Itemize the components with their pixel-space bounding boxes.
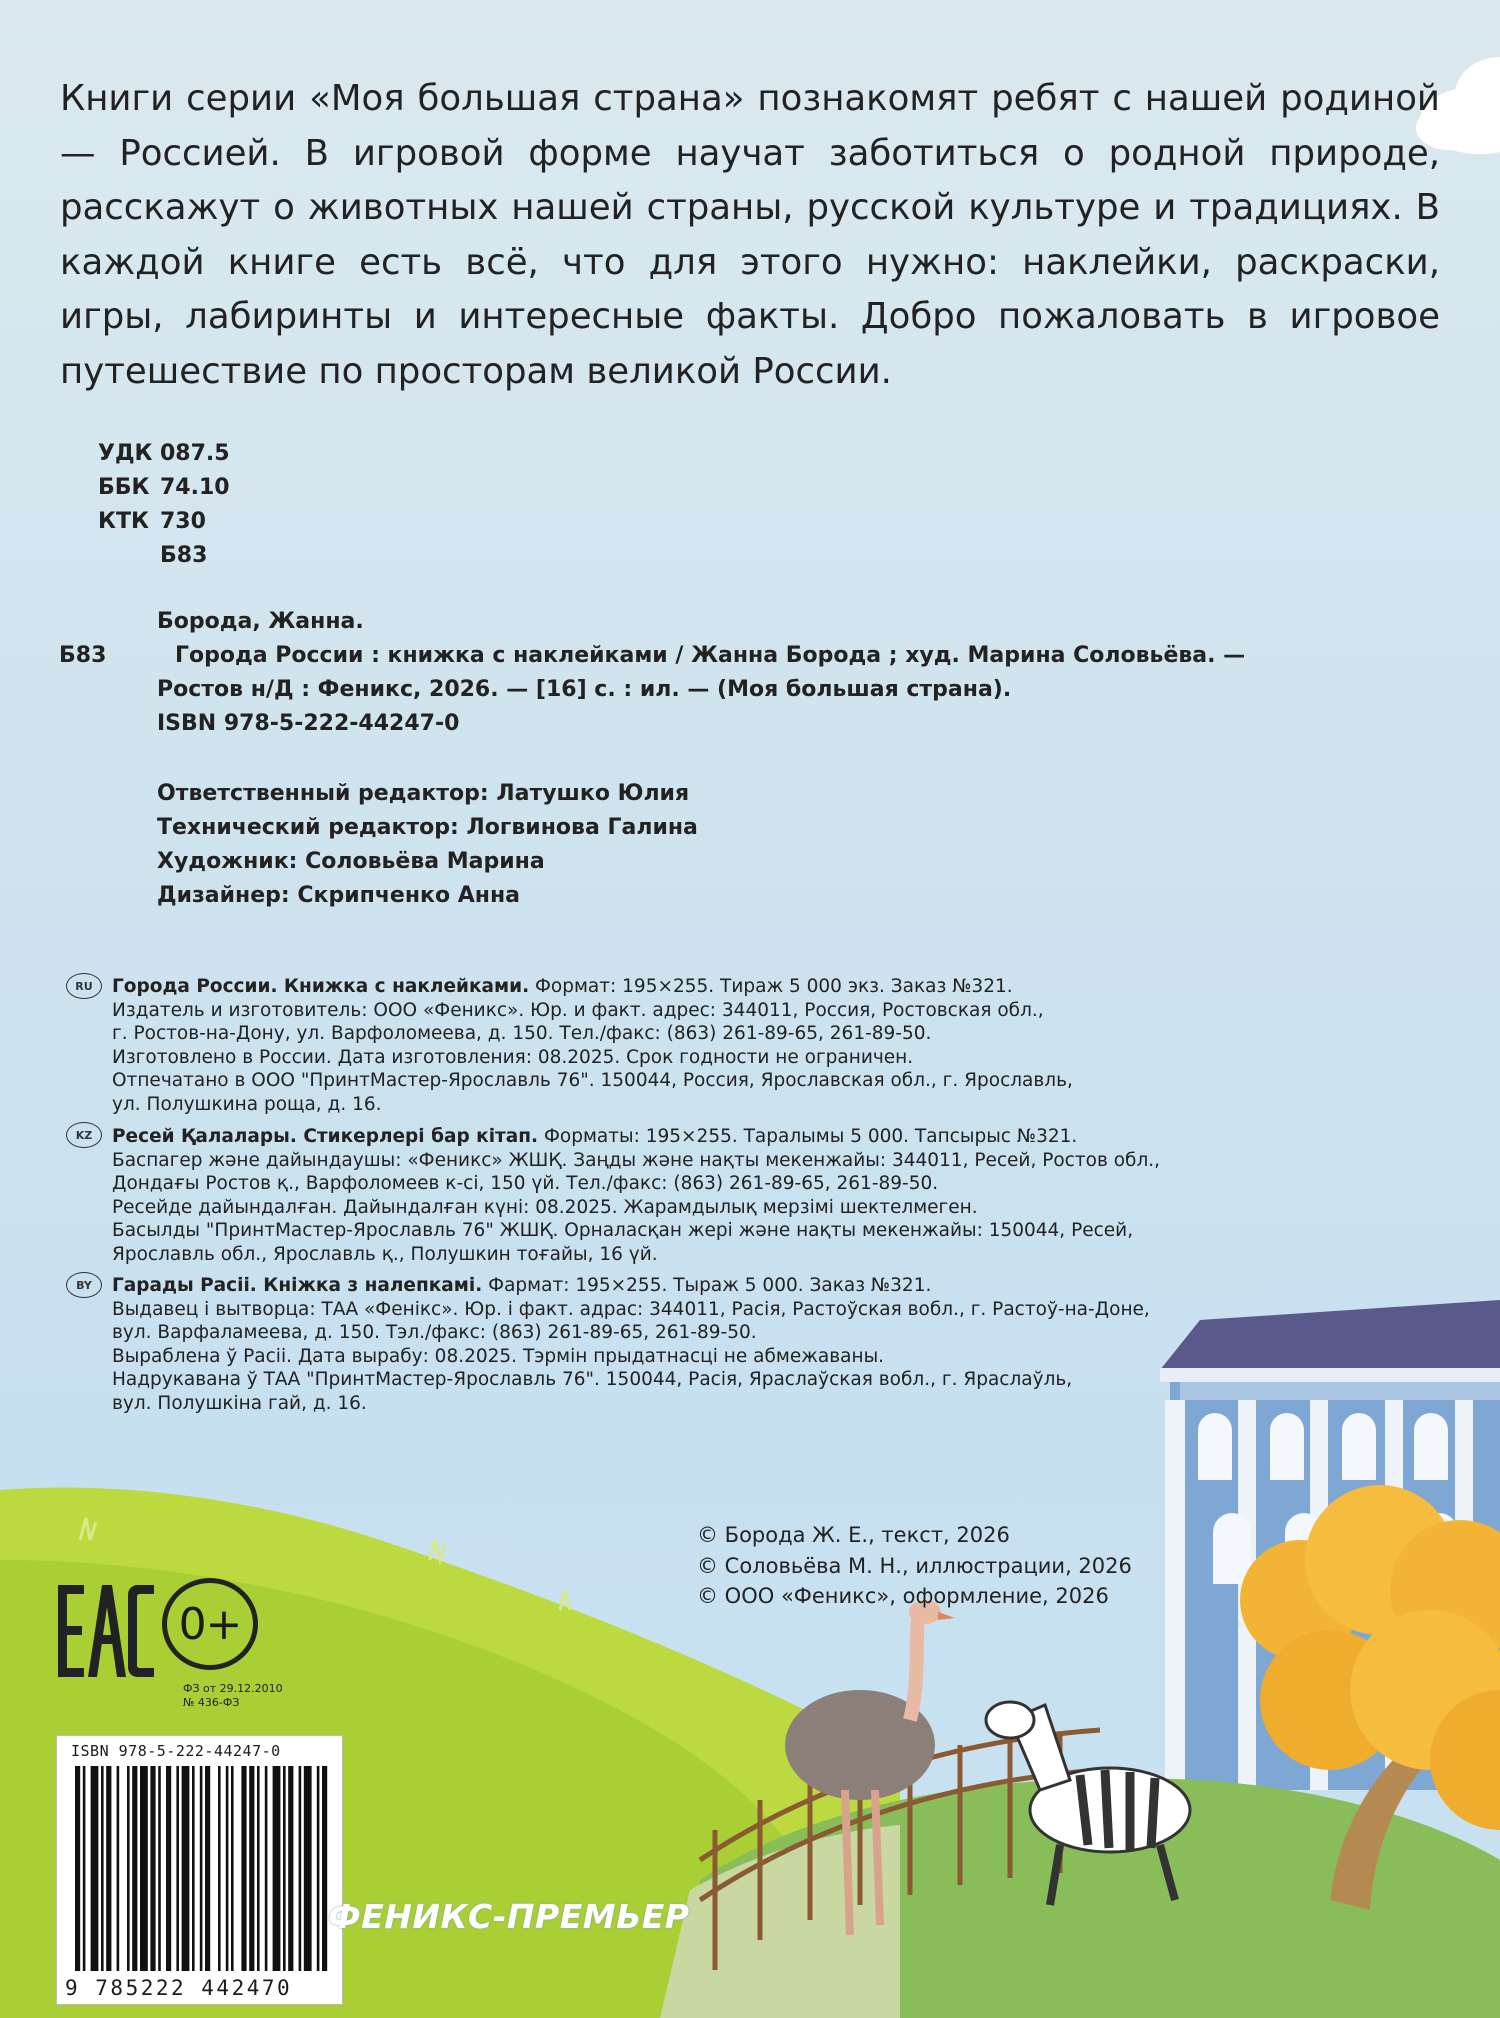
barcode-bar	[140, 1766, 148, 1971]
imprint-ru-title: Города России. Книжка с наклейками.	[112, 976, 530, 997]
imprint-kz-line: Ярославль обл., Ярославль қ., Полушкин тоғайы, 16 үй.	[112, 1243, 658, 1265]
copyright-illustrations: © Соловьёва М. Н., иллюстрации, 2026	[697, 1553, 1132, 1578]
barcode-bar	[83, 1766, 86, 1971]
imprint-ru	[112, 975, 1073, 1117]
imprint-by-line: Надрукавана ў ТАА "ПринтМастер-Ярославль 76". 150044, Расія, Яраслаўская вобл., г. Яраслаўль,	[112, 1369, 1073, 1391]
classification-row-author-mark: Б83	[160, 543, 208, 568]
imprint-ru-line: Отпечатано в ООО "ПринтМастер-Ярославль 76". 150044, Россия, Ярославская обл., г. Ярославль,	[112, 1070, 1073, 1092]
credit-tech-editor: Технический редактор: Логвинова Галина	[157, 815, 698, 840]
barcode-bar	[176, 1766, 179, 1971]
publisher-logo: ФЕНИКС-ПРЕМЬЕР	[328, 1897, 690, 1936]
series-description: Книги серии «Моя большая страна» познакомят ребят с нашей родиной — Россией. В игровой форме научат заботиться о родной природе, расскажут о животных нашей страны, русской культуре и традициях. В каждой книге есть всё, что для этого нужно: наклейки, раскраски, игры, лабиринты и интересные факты. Добро пожаловать в игровое путешествие по просторам великой России.	[60, 78, 1440, 392]
copyright-text: © Борода Ж. Е., текст, 2026	[697, 1523, 1010, 1547]
barcode-bar	[166, 1766, 171, 1971]
barcode-bar	[200, 1766, 203, 1971]
imprint-by-format: Фармат: 195×255. Тыраж 5 000. Заказ №321.	[482, 1275, 932, 1296]
imprint-kz-line: Басылды "ПринтМастер-Ярославль 76" ЖШҚ. Орналасқан жері және нақты мекенжайы: 150044, Ресей,	[112, 1220, 1134, 1242]
imprint-kz-line: Баспагер және дайындаушы: «Феникс» ЖШҚ. Заңды және нақты мекенжайы: 344011, Ресей, Ростов обл.,	[112, 1149, 1161, 1171]
barcode-bar	[101, 1766, 104, 1971]
imprint-kz-line: Дондағы Ростов қ., Варфоломеев к-сі, 150 үй. Тел./факс: (863) 261-89-65, 261-89-50.	[112, 1173, 939, 1195]
language-badge-ru: RU	[66, 973, 102, 999]
imprint-ru-line: Изготовлено в России. Дата изготовления: 08.2025. Срок годности не ограничен.	[112, 1046, 914, 1068]
barcode-bar	[322, 1766, 327, 1971]
biblio-isbn-line: ISBN 978-5-222-44247-0	[157, 711, 460, 736]
classification-codes	[98, 437, 230, 573]
biblio-publication-line: Ростов н/Д : Феникс, 2026. — [16] с. : ил. — (Моя большая страна).	[157, 677, 1012, 702]
barcode-bar	[231, 1766, 234, 1971]
classification-row-ktk: КТК 730	[98, 509, 206, 534]
barcode-bar	[205, 1766, 210, 1971]
barcode-bar	[218, 1766, 221, 1971]
imprint-by-title: Гарады Расіі. Кніжка з налепкамі.	[112, 1275, 483, 1296]
barcode-bar	[273, 1766, 281, 1971]
barcode-bar	[150, 1766, 155, 1971]
barcode-isbn-label: ISBN 978-5-222-44247-0	[71, 1742, 281, 1760]
law-note-line: ФЗ от 29.12.2010	[183, 1682, 283, 1695]
eac-conformity-mark-icon	[58, 1585, 154, 1677]
barcode-bar	[91, 1766, 99, 1971]
barcode-bar	[132, 1766, 137, 1971]
language-badge-by: BY	[66, 1272, 102, 1298]
barcode-bar	[158, 1766, 161, 1971]
copyright-design: © ООО «Феникс», оформление, 2026	[697, 1584, 1109, 1608]
imprint-ru-line: ул. Полушкина роща, д. 16.	[112, 1093, 382, 1115]
imprint-kz	[112, 1125, 1160, 1267]
barcode-bar	[283, 1766, 286, 1971]
credits-block	[157, 777, 698, 913]
barcode-bar	[241, 1766, 246, 1971]
imprint-by-first-line	[112, 1274, 1150, 1298]
copyright-block	[697, 1520, 1132, 1612]
barcode-bar	[299, 1766, 302, 1971]
imprint-kz-line: Ресейде дайындалған. Дайындалған күні: 08.2025. Жарамдылық мерзімі шектелмеген.	[112, 1196, 978, 1218]
barcode-bar	[182, 1766, 190, 1971]
classification-row-bbk: ББК 74.10	[98, 475, 230, 500]
language-badge-kz: KZ	[66, 1122, 102, 1148]
law-note-line: № 436-ФЗ	[183, 1696, 240, 1709]
imprint-by-line: вул. Полушкіна гай, д. 16.	[112, 1392, 367, 1414]
biblio-author: Борода, Жанна.	[157, 609, 364, 634]
barcode-bar	[304, 1766, 312, 1971]
barcode-digits: 9 785222 442470	[65, 1976, 293, 2000]
imprint-by	[112, 1274, 1150, 1416]
imprint-kz-first-line	[112, 1125, 1160, 1149]
imprint-by-line: вул. Варфаламеева, д. 150. Тэл./факс: (863) 261-89-65, 261-89-50.	[112, 1322, 757, 1344]
barcode-bar	[106, 1766, 111, 1971]
credit-editor: Ответственный редактор: Латушко Юлия	[157, 781, 690, 806]
barcode-bar	[75, 1766, 80, 1971]
classification-row-udk: УДК 087.5	[98, 441, 230, 466]
imprint-ru-first-line	[112, 975, 1073, 999]
barcode-bar	[127, 1766, 130, 1971]
barcode-bar	[288, 1766, 293, 1971]
imprint-ru-line: г. Ростов-на-Дону, ул. Варфоломеева, д. 150. Тел./факс: (863) 261-89-65, 261-89-50.	[112, 1023, 932, 1045]
biblio-author-mark: Б83	[59, 643, 107, 668]
age-rating-badge: 0+	[162, 1578, 258, 1670]
barcode-bar	[249, 1766, 254, 1971]
credit-designer: Дизайнер: Скрипченко Анна	[157, 883, 521, 908]
barcode-bar	[226, 1766, 229, 1971]
barcode-bar	[192, 1766, 195, 1971]
imprint-kz-format: Форматы: 195×255. Таралымы 5 000. Тапсырыс №321.	[538, 1126, 1078, 1147]
imprint-kz-title: Ресей Қалалары. Стикерлері бар кітап.	[112, 1126, 539, 1147]
age-rating-law-note	[183, 1682, 283, 1710]
biblio-title-line: Города России : книжка с наклейками / Жанна Борода ; худ. Марина Соловьёва. —	[175, 643, 1246, 668]
barcode-bar	[265, 1766, 268, 1971]
barcode-bar	[257, 1766, 260, 1971]
barcode-bar	[317, 1766, 320, 1971]
barcode-bars-icon	[71, 1766, 329, 1976]
isbn-barcode	[56, 1735, 343, 2005]
credit-illustrator: Художник: Соловьёва Марина	[157, 849, 545, 874]
barcode-bar	[117, 1766, 120, 1971]
imprint-ru-format: Формат: 195×255. Тираж 5 000 экз. Заказ №321.	[529, 976, 1013, 997]
imprint-by-line: Выраблена ў Расіі. Дата вырабу: 08.2025. Тэрмін прыдатнасці не абмежаваны.	[112, 1345, 885, 1367]
imprint-by-line: Выдавец і вытворца: ТАА «Фенікс». Юр. і факт. адрас: 344011, Расія, Растоўская вобл., г. Растоў-на-Доне,	[112, 1298, 1150, 1320]
imprint-ru-line: Издатель и изготовитель: ООО «Феникс». Юр. и факт. адрес: 344011, Россия, Ростовская обл.,	[112, 999, 1044, 1021]
